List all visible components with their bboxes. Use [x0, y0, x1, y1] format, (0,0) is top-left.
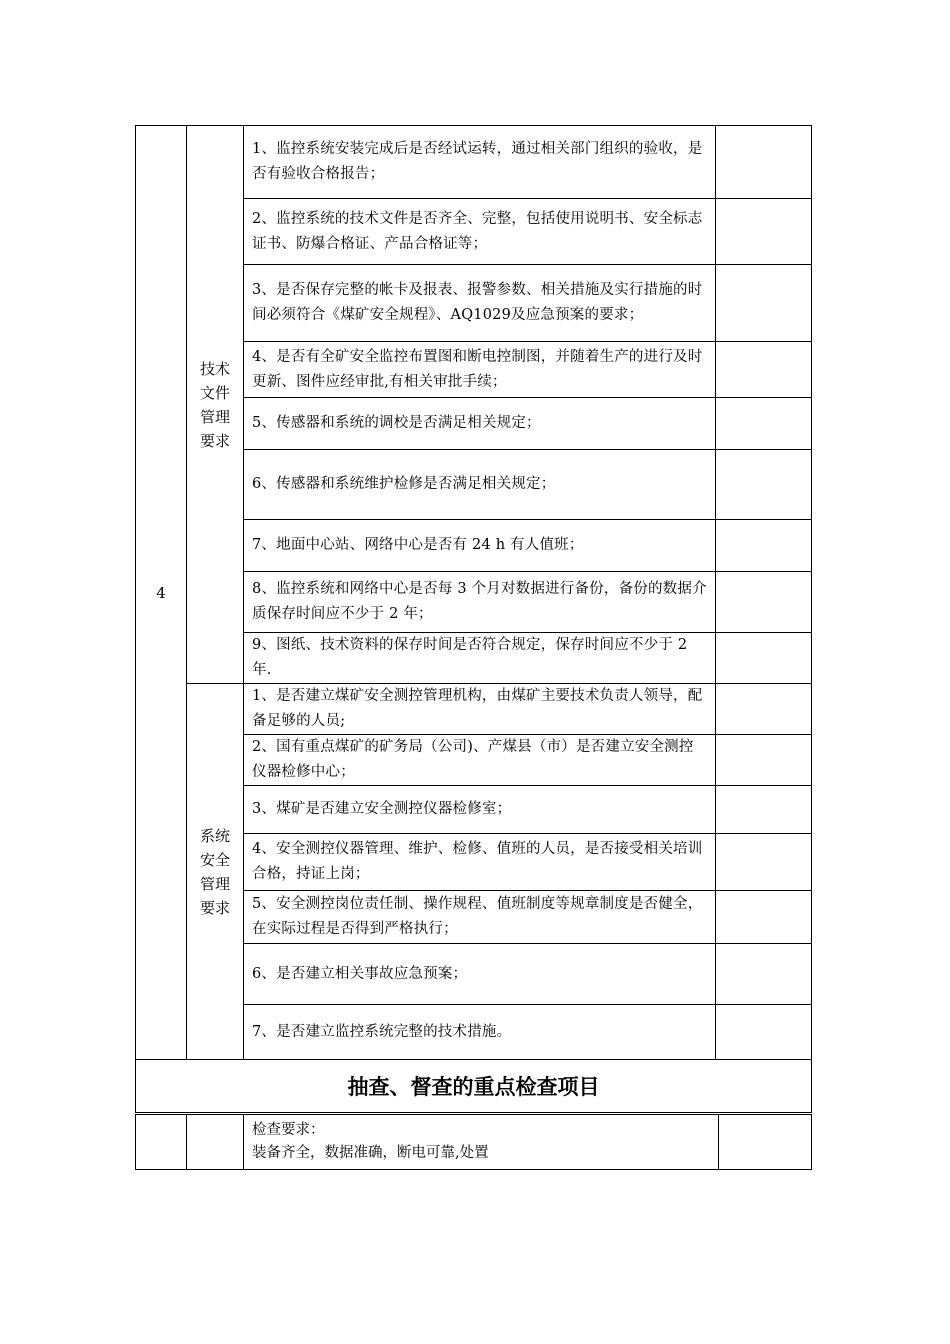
result-cell[interactable]	[716, 684, 812, 735]
result-cell[interactable]	[716, 891, 812, 944]
result-cell[interactable]	[716, 126, 812, 199]
check-item: 7、是否建立监控系统完整的技术措施。	[244, 1005, 716, 1060]
result-cell[interactable]	[716, 450, 812, 520]
number-cell	[136, 1115, 187, 1170]
check-item: 2、国有重点煤矿的矿务局（公司)、产煤县（市）是否建立安全测控仪器检修中心；	[244, 735, 716, 786]
group-number: 4	[136, 126, 187, 1060]
category-cell	[187, 1115, 244, 1170]
category-label: 系统安全管理要求	[199, 826, 230, 917]
result-cell[interactable]	[716, 342, 812, 398]
check-item: 1、是否建立煤矿安全测控管理机构，由煤矿主要技术负责人领导，配备足够的人员;	[244, 684, 716, 735]
result-cell[interactable]	[716, 944, 812, 1005]
table-row	[136, 1060, 812, 1113]
check-item: 5、传感器和系统的调校是否满足相关规定；	[244, 398, 716, 450]
check-item: 7、地面中心站、网络中心是否有 24 h 有人值班；	[244, 520, 716, 572]
category-system-safety	[187, 684, 244, 1060]
check-item: 6、是否建立相关事故应急预案；	[244, 944, 716, 1005]
category-tech-docs	[187, 126, 244, 684]
table-row	[136, 684, 812, 735]
requirement-text: 装备齐全，数据准确，断电可靠,处置	[252, 1145, 489, 1161]
result-cell[interactable]	[716, 735, 812, 786]
result-cell[interactable]	[716, 572, 812, 633]
check-item: 8、监控系统和网络中心是否每 3 个月对数据进行备份，备份的数据介质保存时间应不少于 2 年；	[244, 572, 716, 633]
check-item: 3、是否保存完整的帐卡及报表、报警参数、相关措施及实行措施的时间必须符合《煤矿安全规程》、AQ1029及应急预案的要求；	[244, 265, 716, 342]
check-requirement	[244, 1115, 719, 1170]
result-cell[interactable]	[716, 520, 812, 572]
category-label: 技术文件管理要求	[199, 359, 230, 450]
check-item: 5、安全测控岗位责任制、操作规程、值班制度等规章制度是否健全，在实际过程是否得到严格执行；	[244, 891, 716, 944]
result-cell[interactable]	[716, 398, 812, 450]
result-cell[interactable]	[716, 786, 812, 834]
check-item: 9、图纸、技术资料的保存时间是否符合规定，保存时间应不少于 2 年.	[244, 633, 716, 684]
check-item: 4、是否有全矿安全监控布置图和断电控制图，并随着生产的进行及时更新、图件应经审批,有相关审批手续；	[244, 342, 716, 398]
check-item: 1、监控系统安装完成后是否经试运转，通过相关部门组织的验收，是否有验收合格报告；	[244, 126, 716, 199]
requirement-label: 检查要求：	[252, 1122, 325, 1138]
result-cell[interactable]	[719, 1115, 812, 1170]
spot-check-table	[135, 1114, 812, 1170]
check-item: 4、安全测控仪器管理、维护、检修、值班的人员，是否接受相关培训合格，持证上岗；	[244, 834, 716, 891]
check-item: 2、监控系统的技术文件是否齐全、完整，包括使用说明书、安全标志证书、防爆合格证、产品合格证等；	[244, 199, 716, 265]
result-cell[interactable]	[716, 1005, 812, 1060]
result-cell[interactable]	[716, 633, 812, 684]
table-row	[136, 126, 812, 199]
table-row	[136, 1115, 812, 1170]
check-item: 3、煤矿是否建立安全测控仪器检修室；	[244, 786, 716, 834]
result-cell[interactable]	[716, 265, 812, 342]
inspection-table	[135, 125, 812, 1113]
result-cell[interactable]	[716, 834, 812, 891]
result-cell[interactable]	[716, 199, 812, 265]
check-item: 6、传感器和系统维护检修是否满足相关规定；	[244, 450, 716, 520]
section-heading: 抽查、督查的重点检查项目	[136, 1060, 812, 1113]
